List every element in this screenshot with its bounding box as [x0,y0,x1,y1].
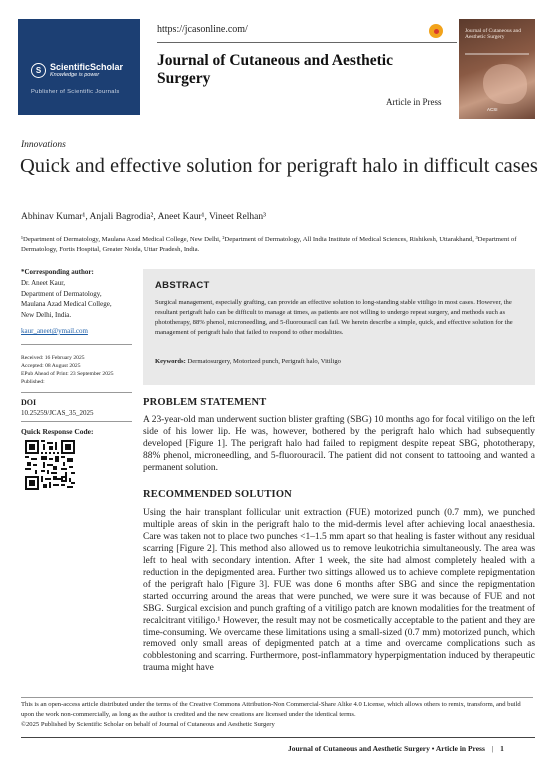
journal-title: Journal of Cutaneous and Aesthetic Surgery [157,52,393,87]
abstract-heading: ABSTRACT [155,280,210,291]
running-footer [288,744,504,753]
sidebar-divider [21,392,132,393]
keywords-label: Keywords: [155,358,186,365]
header-divider [157,42,457,43]
article-section-label: Innovations [21,140,66,150]
corr-line: Dr. Aneet Kaur, [21,279,66,287]
sidebar-divider [21,421,132,422]
recommended-solution-heading: RECOMMENDED SOLUTION [143,489,292,500]
corr-line: Department of Dermatology, [21,289,102,298]
license-text: This is an open-access article distributed under the terms of the Creative Commons Attribution-Non Commercial-Share Alike 4.0 License, which allows others to remix, transform, and build upon the work non-commercially, as long as the author is credited and the new creations are licensed under the identical terms. [21,701,521,718]
page-separator: | [491,744,494,753]
license-footer [21,700,535,730]
corresponding-author-heading: *Corresponding author: [21,268,94,276]
open-access-icon [429,24,443,38]
corresponding-email-link[interactable]: kaur_aneet@ymail.com [21,327,88,335]
recommended-solution-text: Using the hair transplant follicular unit extraction (FUE) motorized punch (0.7 mm), we punched multiple areas of skin in the perigraft halo to the mid-dermis level after achieving local anaesthesia. Care was taken not to place two punches <1–1.5 mm apart so that healing is faster without any residual scarring [Figure 2]. This method also allowed us to remove leukotrichia simultaneously. The area was left to heal with secondary intention. After 1 week, the site had almost completely healed with a reduction in the depigmented area. Further two sittings allowed us to achieve complete repigmentation of the perigraft halo [Figure 3]. FUE was done 6 months after SBG and since the repigmentation started occurring around the areas that were punched, we were sure it was because of FUE and not SBG. Surgical excision and punch grafting of a vitiligo patch are known modalities for the treatment of recalcitrant vitiligo.¹ However, the result may not be cosmetically acceptable to the patient and they are time-consuming. We overcame these limitations using a small-sized (0.7 mm) motorized punch, which removed only small areas of depigmented patch at a time and overcame complications such as cobblestoning and scarring. Furthermore, post-inflammatory hyperpigmentation induced by therapeutic trauma might have [143,508,535,674]
journal-cover-image[interactable] [459,19,535,119]
running-separator: • [431,744,435,753]
article-dates [21,354,141,386]
article-status: Article in Press [386,97,442,107]
page-number: 1 [500,744,504,753]
abstract-text: Surgical management, especially grafting, can provide an effective solution to long-standing stable vitiligo in most cases. However, the resultant perigraft halo can be difficult to manage at times, as patients are not willing to undergo repeat surgery, and methods such as phototherapy, 88% phenol, microneedling, and 5-fluorouracil can fail. We herein describe a simple, quick, and effective solution for the management of perigraft halo that failed to respond to other modalities. [155,299,513,336]
abstract-panel [143,269,535,385]
problem-statement-text: A 23-year-old man underwent suction blister grafting (SBG) 10 months ago for focal vitiligo on the left side of his lower lip. He was, however, bothered by the perigraft halo which had subsequently developed [Figure 1]. The perigraft halo had failed to repigment despite repeat SBG, phototherapy, 88% phenol, microneedling, and 5-fluorouracil. The patient did not consent to tattooing and wanted a permanent solution. [143,415,535,473]
scholar-logo-icon: S [31,63,46,78]
article-title: Quick and effective solution for perigraft halo in difficult cases [20,155,538,177]
corresponding-author-details [21,278,131,320]
author-affiliations: ¹Department of Dermatology, Maulana Azad Medical College, New Delhi, ²Department of Dermatology, All India Institute of Medical Sciences, Rishikesh, Uttarakhand, ³Department of Dermatology, Fortis Hospital, Greater Noida, Uttar Pradesh, India. [21,236,517,253]
journal-url-link[interactable]: https://jcasonline.com/ [157,24,248,35]
published-date: Published: [21,379,45,386]
copyright-text: ©2025 Published by Scientific Scholar on behalf of Journal of Cutaneous and Aesthetic Surgery [21,720,275,728]
running-footer-rule [21,737,535,738]
keywords-values: Dermatosurgery, Motorized punch, Perigraft halo, Vitiligo [187,358,341,365]
cover-society-logo: ACSI [487,107,498,112]
doi-link[interactable]: 10.25259/JCAS_35_2025 [21,409,94,417]
cover-photo-shape [483,64,527,104]
logo-tagline: Knowledge is power [50,72,100,78]
cover-title: Journal of Cutaneous and Aesthetic Surgery [465,28,522,40]
publisher-logo[interactable] [18,19,140,115]
footer-divider [21,697,533,698]
qr-code-icon[interactable] [25,440,75,490]
doi-heading: DOI [21,398,37,407]
logo-publisher-text: Publisher of Scientific Journals [31,89,120,95]
running-journal-name: Journal of Cutaneous and Aesthetic Surgery [288,744,430,753]
epub-date: EPub Ahead of Print: 23 September 2025 [21,371,114,378]
keywords-line [155,358,527,365]
problem-statement-heading: PROBLEM STATEMENT [143,397,267,408]
corr-line: Maulana Azad Medical College, [21,300,112,308]
cover-divider [465,53,529,55]
qr-code-heading: Quick Response Code: [21,427,94,436]
sidebar-divider [21,344,132,345]
accepted-date: Accepted: 08 August 2025 [21,363,81,370]
logo-name: ScientificScholar [50,62,124,72]
received-date: Received: 16 February 2025 [21,355,85,361]
running-status: Article in Press [435,744,485,753]
author-list: Abhinav Kumar¹, Anjali Bagrodia², Aneet Kaur¹, Vineet Relhan³ [21,212,266,222]
corr-line: New Delhi, India. [21,310,72,319]
